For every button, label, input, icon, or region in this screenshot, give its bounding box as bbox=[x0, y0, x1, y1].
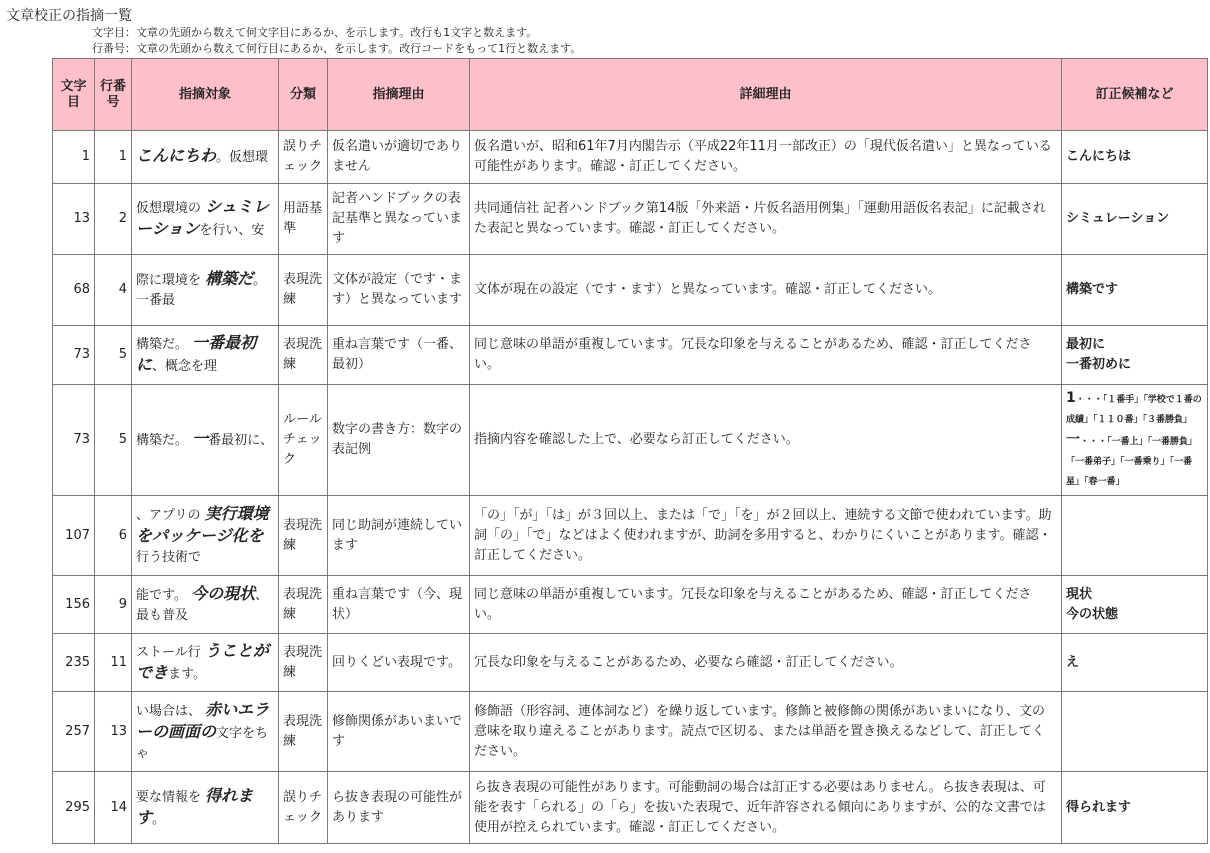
suggestion-line: 最初に bbox=[1066, 337, 1106, 352]
example-text: ・・・「一番上」「一番勝負」「一番弟子」「一番乗り」「一番星」「春一番」 bbox=[1066, 437, 1198, 487]
reason-cell: 重ね言葉です（一番、最初） bbox=[328, 326, 470, 385]
target-after: 行う技術で bbox=[136, 549, 202, 565]
category-cell: 誤りチェック bbox=[279, 131, 328, 184]
page-title: 文章校正の指摘一覧 bbox=[6, 8, 132, 24]
target-cell bbox=[132, 634, 279, 692]
category-cell: 用語基準 bbox=[279, 184, 328, 255]
detail-cell: ら抜き表現の可能性があります。可能動詞の場合は訂正する必要はありません。ら抜き表現は、可能を表す「られる」の「ら」を抜いた表現で、近年許容される傾向にありますが、公的な文書では使用が控えられています。確認・訂正してください。 bbox=[470, 772, 1062, 844]
char-cell: 257 bbox=[53, 692, 95, 772]
detail-cell: 「の」「が」「は」が３回以上、または「で」「を」が２回以上、連続する文節で使われています。助詞「の」「で」などはよく使われますが、助詞を多用すると、わかりにくいことがあります。確認・訂正してください。 bbox=[470, 496, 1062, 576]
target-highlight: 今の現状 bbox=[191, 583, 256, 603]
suggestion-cell: シミュレーション bbox=[1062, 184, 1208, 255]
header-reason: 指摘理由 bbox=[328, 59, 470, 131]
table-row bbox=[53, 131, 1208, 184]
target-highlight: 得れます bbox=[136, 785, 254, 827]
header-detail: 詳細理由 bbox=[470, 59, 1062, 131]
table-row bbox=[53, 634, 1208, 692]
target-before: 能です。 bbox=[136, 587, 192, 603]
line-cell: 2 bbox=[95, 184, 132, 255]
suggestion-cell bbox=[1062, 496, 1208, 576]
target-highlight: 一番最初に bbox=[136, 333, 257, 374]
suggestion-cell: 構築です bbox=[1062, 255, 1208, 326]
line-cell: 6 bbox=[95, 496, 132, 576]
reason-cell: 文体が設定（です・ます）と異なっています bbox=[328, 255, 470, 326]
proofreading-table bbox=[52, 58, 1208, 844]
target-cell bbox=[132, 131, 279, 184]
target-after: 、概念を理 bbox=[152, 359, 218, 374]
reason-cell: 重ね言葉です（今、現状） bbox=[328, 576, 470, 634]
reason-cell: 記者ハンドブックの表記基準と異なっています bbox=[328, 184, 470, 255]
suggestion-line: 現状 bbox=[1066, 586, 1093, 602]
category-cell: 表現洗練 bbox=[279, 692, 328, 772]
header-suggestion: 訂正候補など bbox=[1062, 59, 1208, 131]
suggestion-example bbox=[1066, 430, 1203, 492]
line-cell: 13 bbox=[95, 692, 132, 772]
target-after: 。 bbox=[152, 811, 166, 827]
target-cell bbox=[132, 576, 279, 634]
reason-cell: 数字の書き方：数字の表記例 bbox=[328, 385, 470, 496]
line-cell: 5 bbox=[95, 385, 132, 496]
category-cell: 表現洗練 bbox=[279, 576, 328, 634]
reason-cell: 修飾関係があいまいです bbox=[328, 692, 470, 772]
target-after: 番最初に、 bbox=[208, 433, 274, 448]
target-highlight: 実行環境をパッケージ化を bbox=[136, 503, 269, 545]
target-highlight: 一 bbox=[192, 429, 209, 448]
line-cell: 9 bbox=[95, 576, 132, 634]
header-row bbox=[53, 59, 1208, 131]
target-highlight: 赤いエラーの画面の bbox=[136, 699, 270, 741]
line-cell: 5 bbox=[95, 326, 132, 385]
target-before: 際に環境を bbox=[136, 273, 206, 288]
reason-cell: 回りくどい表現です。 bbox=[328, 634, 470, 692]
example-head: 一 bbox=[1066, 432, 1080, 448]
suggestion-cell: え bbox=[1062, 634, 1208, 692]
target-cell bbox=[132, 692, 279, 772]
example-text: ・・・「１番手」「学校で１番の成績」「１１０番」「３番勝負」 bbox=[1066, 395, 1202, 425]
category-cell: 表現洗練 bbox=[279, 496, 328, 576]
target-highlight: こんにちわ bbox=[136, 146, 217, 165]
suggestion-cell bbox=[1062, 692, 1208, 772]
char-cell: 156 bbox=[53, 576, 95, 634]
header-target: 指摘対象 bbox=[132, 59, 279, 131]
category-cell: 誤りチェック bbox=[279, 772, 328, 844]
note-char-position: 文字目：文章の先頭から数えて何文字目にあるか、を示します。改行も1文字と数えます。 bbox=[92, 26, 538, 39]
char-cell: 68 bbox=[53, 255, 95, 326]
detail-cell: 同じ意味の単語が重複しています。冗長な印象を与えることがあるため、確認・訂正してください。 bbox=[470, 576, 1062, 634]
detail-cell: 仮名遣いが、昭和61年7月内閣告示（平成22年11月一部改正）の「現代仮名遣い」と異なっている可能性があります。確認・訂正してください。 bbox=[470, 131, 1062, 184]
target-cell bbox=[132, 772, 279, 844]
line-cell: 1 bbox=[95, 131, 132, 184]
detail-cell: 文体が現在の設定（です・ます）と異なっています。確認・訂正してください。 bbox=[470, 255, 1062, 326]
suggestion-cell bbox=[1062, 385, 1208, 496]
category-cell: ルールチェック bbox=[279, 385, 328, 496]
line-cell: 14 bbox=[95, 772, 132, 844]
suggestion-cell: こんにちは bbox=[1062, 131, 1208, 184]
target-cell bbox=[132, 326, 279, 385]
target-before: 要な情報を bbox=[136, 789, 206, 805]
suggestion-cell: 得られます bbox=[1062, 772, 1208, 844]
target-before: 仮想環境の bbox=[136, 201, 206, 216]
table-row bbox=[53, 385, 1208, 496]
target-cell bbox=[132, 496, 279, 576]
table-row bbox=[53, 772, 1208, 844]
target-cell bbox=[132, 385, 279, 496]
table-row bbox=[53, 255, 1208, 326]
target-highlight: うことができ bbox=[136, 640, 269, 682]
char-cell: 13 bbox=[53, 184, 95, 255]
char-cell: 73 bbox=[53, 385, 95, 496]
table-row bbox=[53, 576, 1208, 634]
category-cell: 表現洗練 bbox=[279, 326, 328, 385]
target-before: 構築だ。 bbox=[136, 337, 193, 352]
header-char: 文字目 bbox=[53, 59, 95, 131]
category-cell: 表現洗練 bbox=[279, 255, 328, 326]
header-category: 分類 bbox=[279, 59, 328, 131]
reason-cell: 仮名遣いが適切でありません bbox=[328, 131, 470, 184]
target-after: 文字をちゃ bbox=[136, 725, 269, 761]
suggestion-cell bbox=[1062, 326, 1208, 385]
reason-cell: ら抜き表現の可能性があります bbox=[328, 772, 470, 844]
char-cell: 73 bbox=[53, 326, 95, 385]
suggestion-example bbox=[1066, 388, 1203, 430]
table-row bbox=[53, 184, 1208, 255]
suggestion-cell bbox=[1062, 576, 1208, 634]
detail-cell: 修飾語（形容詞、連体詞など）を繰り返しています。修飾と被修飾の関係があいまいになり、文の意味を取り違えることがあります。読点で区切る、または単語を置き換えるなどして、訂正してください。 bbox=[470, 692, 1062, 772]
target-after: 、最も普及 bbox=[136, 587, 269, 623]
example-head: 1 bbox=[1066, 390, 1076, 406]
char-cell: 235 bbox=[53, 634, 95, 692]
line-cell: 4 bbox=[95, 255, 132, 326]
detail-cell: 同じ意味の単語が重複しています。冗長な印象を与えることがあるため、確認・訂正してください。 bbox=[470, 326, 1062, 385]
suggestion-line: 一番初めに bbox=[1066, 357, 1132, 372]
category-cell: 表現洗練 bbox=[279, 634, 328, 692]
header-line: 行番号 bbox=[95, 59, 132, 131]
note-line-number: 行番号：文章の先頭から数えて何行目にあるか、を示します。改行コードをもって1行と数えます。 bbox=[92, 42, 582, 55]
char-cell: 295 bbox=[53, 772, 95, 844]
target-cell bbox=[132, 255, 279, 326]
char-cell: 107 bbox=[53, 496, 95, 576]
target-before: ストール行 bbox=[136, 644, 205, 660]
char-cell: 1 bbox=[53, 131, 95, 184]
target-after: 。仮想環 bbox=[216, 150, 269, 165]
suggestion-line: 今の状態 bbox=[1066, 606, 1119, 622]
detail-cell: 共同通信社 記者ハンドブック第14版「外来語・片仮名語用例集」「運動用語仮名表記」に記載された表記と異なっています。確認・訂正してください。 bbox=[470, 184, 1062, 255]
target-after: を行い、安 bbox=[199, 223, 265, 238]
table-row bbox=[53, 692, 1208, 772]
target-after: ます。 bbox=[168, 666, 206, 682]
target-cell bbox=[132, 184, 279, 255]
target-highlight: シュミレーション bbox=[136, 197, 269, 238]
detail-cell: 指摘内容を確認した上で、必要なら訂正してください。 bbox=[470, 385, 1062, 496]
reason-cell: 同じ助詞が連続しています bbox=[328, 496, 470, 576]
line-cell: 11 bbox=[95, 634, 132, 692]
target-before: い場合は、 bbox=[136, 703, 206, 719]
detail-cell: 冗長な印象を与えることがあるため、必要なら確認・訂正してください。 bbox=[470, 634, 1062, 692]
target-before: 構築だ。 bbox=[136, 433, 193, 448]
target-before: 、アプリの bbox=[136, 507, 205, 523]
target-highlight: 構築だ bbox=[205, 269, 254, 288]
table-row bbox=[53, 496, 1208, 576]
table-row bbox=[53, 326, 1208, 385]
target-after: 。一番最 bbox=[136, 273, 267, 308]
legend-notes bbox=[92, 25, 581, 57]
